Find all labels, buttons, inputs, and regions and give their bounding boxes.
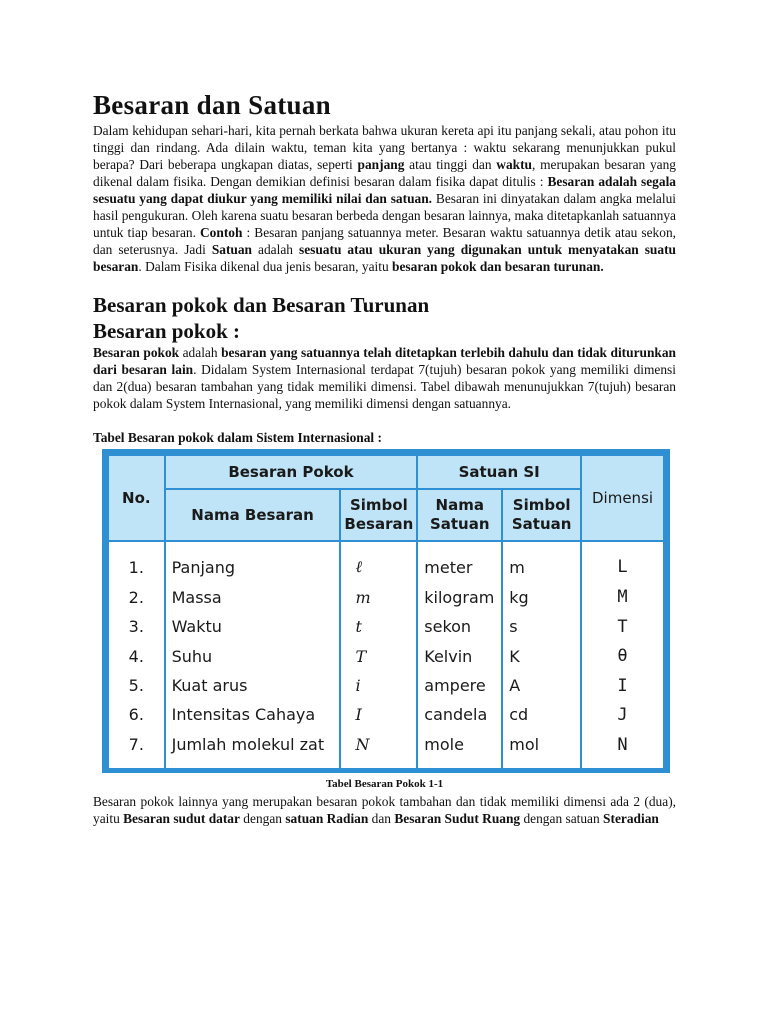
intro-bold-4: Contoh bbox=[200, 225, 243, 240]
closing-text-3: dan bbox=[368, 811, 395, 826]
cell-no: 3. bbox=[108, 612, 165, 641]
table-row bbox=[108, 700, 664, 729]
table-row bbox=[108, 541, 664, 583]
header-simbol-satuan: Simbol Satuan bbox=[502, 489, 581, 541]
intro-text-7: . Dalam Fisika dikenal dua jenis besaran, yaitu bbox=[138, 259, 393, 274]
intro-text-5: : Besaran panjang satuannya meter. Besaran waktu satuannya detik atau sekon, dan seterusnya. Jadi bbox=[93, 225, 676, 257]
section-heading: Besaran pokok dan Besaran Turunan bbox=[93, 293, 430, 317]
cell-dimensi: θ bbox=[581, 642, 664, 671]
header-nama-besaran: Nama Besaran bbox=[165, 489, 341, 541]
closing-text-1: Besaran pokok lainnya yang merupakan besaran pokok tambahan dan tidak memiliki dimensi ada 2 (dua), yaitu bbox=[93, 794, 676, 826]
cell-nama-satuan: meter bbox=[417, 541, 502, 583]
cell-simbol-satuan: K bbox=[502, 642, 581, 671]
header-dimensi: Dimensi bbox=[581, 455, 664, 541]
intro-text-6: adalah bbox=[252, 242, 299, 257]
pokok-bold-2: besaran yang satuannya telah ditetapkan terlebih dahulu dan tidak diturunkan dari besaran lain bbox=[93, 345, 677, 377]
cell-no: 7. bbox=[108, 730, 165, 768]
cell-nama-besaran: Massa bbox=[165, 583, 341, 612]
cell-no: 5. bbox=[108, 671, 165, 700]
cell-dimensi: L bbox=[581, 541, 664, 583]
cell-dimensi: N bbox=[581, 730, 664, 768]
table-row bbox=[108, 583, 664, 612]
document-content bbox=[93, 88, 676, 827]
closing-bold-3: Besaran Sudut Ruang bbox=[394, 811, 521, 826]
cell-dimensi: M bbox=[581, 583, 664, 612]
cell-simbol-besaran: N bbox=[340, 730, 417, 768]
cell-simbol-besaran: t bbox=[340, 612, 417, 641]
intro-bold-6: sesuatu atau ukuran yang digunakan untuk menyatakan suatu besaran bbox=[93, 242, 676, 274]
cell-dimensi: T bbox=[581, 612, 664, 641]
si-table-frame bbox=[102, 449, 670, 773]
cell-simbol-satuan: cd bbox=[502, 700, 581, 729]
si-table bbox=[107, 454, 665, 768]
intro-text-3: , merupakan besaran yang dikenal dalam fisika. Dengan demikian definisi besaran dalam fisika dapat ditulis : bbox=[93, 157, 676, 189]
closing-bold-2: satuan Radian bbox=[285, 811, 369, 826]
cell-nama-satuan: ampere bbox=[417, 671, 502, 700]
intro-text-2: atau tinggi dan bbox=[404, 157, 497, 172]
cell-no: 1. bbox=[108, 541, 165, 583]
cell-no: 6. bbox=[108, 700, 165, 729]
table-caption: Tabel Besaran Pokok 1-1 bbox=[325, 778, 444, 790]
intro-bold-5: Satuan bbox=[211, 242, 253, 257]
cell-simbol-satuan: mol bbox=[502, 730, 581, 768]
header-satuan-si: Satuan SI bbox=[417, 455, 581, 489]
cell-no: 4. bbox=[108, 642, 165, 671]
cell-dimensi: J bbox=[581, 700, 664, 729]
pokok-text-2: . Didalam System Internasional terdapat 7(tujuh) besaran pokok yang memiliki dimensi dan 2(dua) besaran tambahan yang tidak memiliki dimensi. Tabel dibawah menunujukkan 7(tujuh) besaran pokok dalam System Internasional, yang memiliki dimensi dengan satuannya. bbox=[93, 362, 676, 411]
cell-simbol-besaran: T bbox=[340, 642, 417, 671]
pokok-text-1: adalah bbox=[179, 345, 222, 360]
cell-nama-besaran: Kuat arus bbox=[165, 671, 341, 700]
page-title: Besaran dan Satuan bbox=[93, 90, 331, 120]
cell-nama-besaran: Panjang bbox=[165, 541, 341, 583]
intro-bold-1: panjang bbox=[357, 157, 405, 172]
cell-simbol-satuan: A bbox=[502, 671, 581, 700]
cell-simbol-besaran: i bbox=[340, 671, 417, 700]
cell-simbol-besaran: ℓ bbox=[340, 541, 417, 583]
cell-nama-satuan: candela bbox=[417, 700, 502, 729]
cell-dimensi: I bbox=[581, 671, 664, 700]
cell-no: 2. bbox=[108, 583, 165, 612]
header-no: No. bbox=[108, 455, 165, 541]
cell-simbol-besaran: m bbox=[340, 583, 417, 612]
header-simbol-besaran: Simbol Besaran bbox=[340, 489, 417, 541]
cell-nama-besaran: Suhu bbox=[165, 642, 341, 671]
table-row bbox=[108, 730, 664, 768]
cell-simbol-satuan: kg bbox=[502, 583, 581, 612]
pokok-paragraph bbox=[93, 344, 676, 412]
table-row bbox=[108, 671, 664, 700]
table-row bbox=[108, 612, 664, 641]
subsection-heading: Besaran pokok : bbox=[93, 319, 241, 343]
header-besaran-pokok: Besaran Pokok bbox=[165, 455, 418, 489]
cell-nama-satuan: kilogram bbox=[417, 583, 502, 612]
intro-text-4: Besaran ini dinyatakan dalam angka melalui hasil pengukuran. Oleh karena suatu besaran berbeda dengan besaran lainnya, maka ditetapkanlah satuannya untuk tiap besaran. bbox=[93, 191, 676, 240]
cell-nama-besaran: Intensitas Cahaya bbox=[165, 700, 341, 729]
closing-text-4: dengan satuan bbox=[520, 811, 604, 826]
cell-nama-besaran: Jumlah molekul zat bbox=[165, 730, 341, 768]
cell-nama-satuan: sekon bbox=[417, 612, 502, 641]
pokok-bold-1: Besaran pokok bbox=[93, 345, 180, 360]
header-nama-satuan: Nama Satuan bbox=[417, 489, 502, 541]
table-title: Tabel Besaran pokok dalam Sistem Internasional : bbox=[93, 430, 382, 445]
cell-nama-satuan: mole bbox=[417, 730, 502, 768]
closing-bold-4: Steradian bbox=[603, 811, 659, 826]
cell-nama-satuan: Kelvin bbox=[417, 642, 502, 671]
intro-bold-2: waktu bbox=[496, 157, 533, 172]
cell-simbol-besaran: I bbox=[340, 700, 417, 729]
table-row bbox=[108, 642, 664, 671]
intro-text-1: Dalam kehidupan sehari-hari, kita pernah berkata bahwa ukuran kereta api itu panjang sekali, atau pohon itu tinggi dan rindang. Ada dilain waktu, teman kita yang bertanya : waktu sekarang menunjukkan pukul berapa? Dari beberapa ungkapan diatas, seperti bbox=[93, 123, 676, 172]
intro-bold-7: besaran pokok dan besaran turunan. bbox=[392, 259, 604, 274]
closing-text-2: dengan bbox=[239, 811, 286, 826]
intro-paragraph bbox=[93, 122, 676, 275]
cell-simbol-satuan: s bbox=[502, 612, 581, 641]
closing-bold-1: Besaran sudut datar bbox=[123, 811, 240, 826]
cell-nama-besaran: Waktu bbox=[165, 612, 341, 641]
closing-paragraph bbox=[93, 793, 676, 827]
cell-simbol-satuan: m bbox=[502, 541, 581, 583]
intro-bold-3: Besaran adalah segala sesuatu yang dapat diukur yang memiliki nilai dan satuan. bbox=[93, 174, 676, 206]
